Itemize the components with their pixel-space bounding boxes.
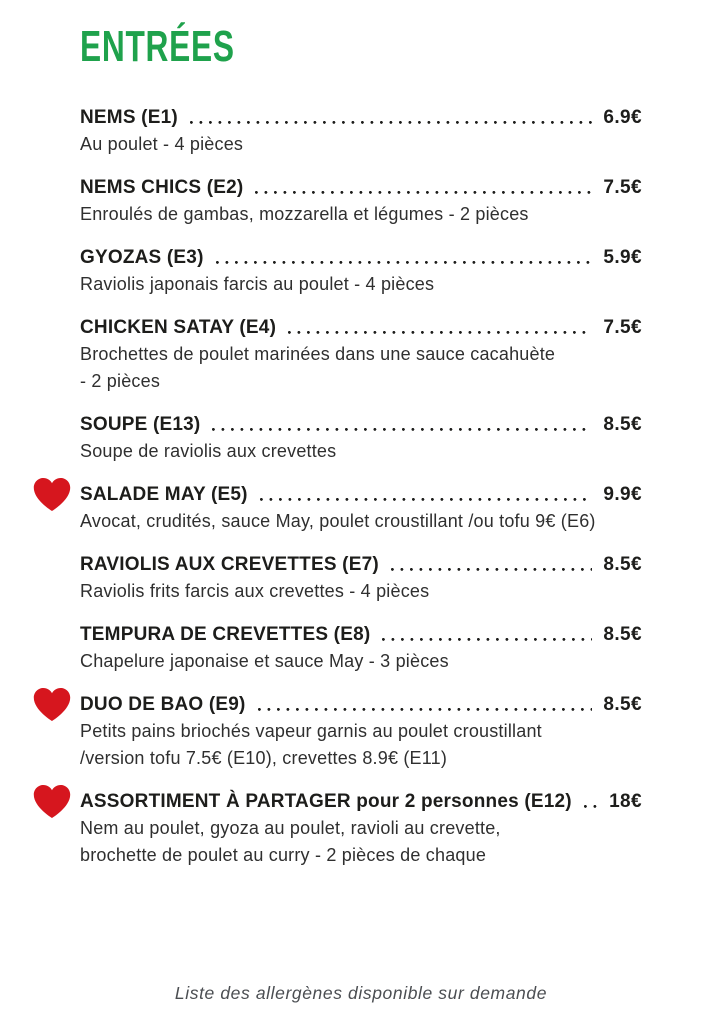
menu-item [80, 691, 642, 772]
section-title: ENTRÉES [80, 22, 235, 71]
dotted-leader [256, 691, 595, 718]
item-description-line: Au poulet - 4 pièces [80, 134, 244, 154]
item-description-line: Petits pains briochés vapeur garnis au poulet croustillant [80, 721, 542, 741]
menu-item [80, 788, 642, 869]
menu-item-list [80, 104, 642, 869]
menu-item [80, 621, 642, 675]
item-name: GYOZAS (E3) [80, 247, 204, 268]
item-name: DUO DE BAO (E9) [80, 694, 246, 715]
item-description-line: Raviolis japonais farcis au poulet - 4 pièces [80, 274, 435, 294]
item-description [80, 508, 642, 535]
item-row [80, 411, 642, 438]
menu-item [80, 551, 642, 605]
item-name: RAVIOLIS AUX CREVETTES (E7) [80, 554, 379, 575]
item-description-line: Chapelure japonaise et sauce May - 3 pièces [80, 651, 449, 671]
menu-item [80, 104, 642, 158]
item-row [80, 551, 642, 578]
item-description [80, 341, 642, 395]
item-description [80, 578, 642, 605]
heart-icon [33, 478, 71, 511]
item-row [80, 691, 642, 718]
item-name: TEMPURA DE CREVETTES (E8) [80, 624, 371, 645]
item-description-line: - 2 pièces [80, 371, 161, 391]
item-row [80, 788, 642, 815]
allergen-note: Liste des allergènes disponible sur demande [174, 983, 548, 1003]
item-name: CHICKEN SATAY (E4) [80, 317, 277, 338]
item-name: NEMS (E1) [80, 107, 178, 128]
item-description [80, 131, 642, 158]
item-description-line: Enroulés de gambas, mozzarella et légumes - 2 pièces [80, 204, 529, 224]
item-price: 18€ [609, 791, 642, 812]
heart-icon [33, 688, 71, 721]
dotted-leader [188, 104, 595, 131]
item-price: 7.5€ [603, 317, 642, 338]
item-description [80, 438, 642, 465]
item-price: 8.5€ [603, 624, 642, 645]
item-description-line: Soupe de raviolis aux crevettes [80, 441, 337, 461]
item-description [80, 815, 642, 869]
item-row [80, 174, 642, 201]
dotted-leader [214, 244, 595, 271]
item-description-line: Avocat, crudités, sauce May, poulet croustillant /ou tofu 9€ (E6) [80, 511, 596, 531]
item-description-line: Raviolis frits farcis aux crevettes - 4 pièces [80, 581, 430, 601]
item-description-line: Nem au poulet, gyoza au poulet, ravioli au crevette, [80, 818, 501, 838]
item-price: 9.9€ [603, 484, 642, 505]
item-description-line: brochette de poulet au curry - 2 pièces de chaque [80, 845, 487, 865]
item-name: SOUPE (E13) [80, 414, 201, 435]
menu-item [80, 174, 642, 228]
item-name: ASSORTIMENT À PARTAGER pour 2 personnes (E12) [80, 791, 572, 812]
dotted-leader [210, 411, 594, 438]
menu-item [80, 481, 642, 535]
menu-item [80, 411, 642, 465]
item-name: NEMS CHICS (E2) [80, 177, 244, 198]
item-description-line: /version tofu 7.5€ (E10), crevettes 8.9€ (E11) [80, 748, 448, 768]
item-name: SALADE MAY (E5) [80, 484, 248, 505]
item-description [80, 201, 642, 228]
menu-item [80, 244, 642, 298]
dotted-leader [380, 621, 594, 648]
item-price: 6.9€ [603, 107, 642, 128]
item-description [80, 648, 642, 675]
item-price: 8.5€ [603, 414, 642, 435]
item-price: 5.9€ [603, 247, 642, 268]
item-price: 8.5€ [603, 694, 642, 715]
dotted-leader [582, 788, 600, 815]
item-description [80, 271, 642, 298]
dotted-leader [258, 481, 595, 508]
item-row [80, 244, 642, 271]
item-price: 7.5€ [603, 177, 642, 198]
item-description [80, 718, 642, 772]
item-price: 8.5€ [603, 554, 642, 575]
heart-icon [33, 785, 71, 818]
item-row [80, 621, 642, 648]
dotted-leader [253, 174, 594, 201]
item-row [80, 481, 642, 508]
item-row [80, 314, 642, 341]
menu-item [80, 314, 642, 395]
dotted-leader [286, 314, 594, 341]
item-description-line: Brochettes de poulet marinées dans une sauce cacahuète [80, 344, 556, 364]
dotted-leader [389, 551, 595, 578]
item-row [80, 104, 642, 131]
